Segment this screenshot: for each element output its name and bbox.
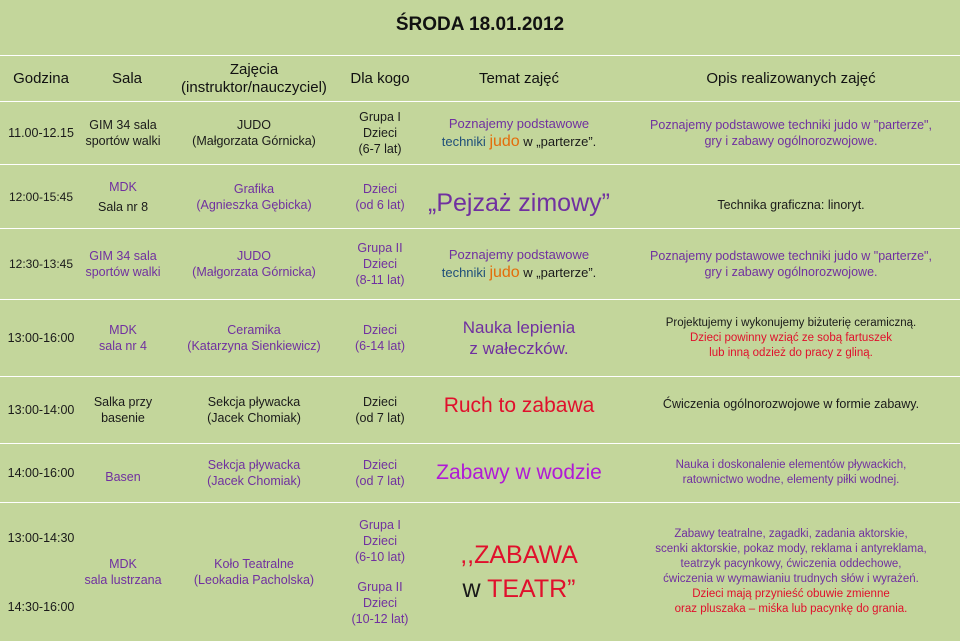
row-room	[82, 448, 164, 506]
description-note: lub inną odzież do pracy z gliną.	[709, 346, 873, 359]
row-audience	[344, 377, 416, 443]
topic-line	[442, 264, 597, 282]
topic-line: Nauka lepienia	[462, 318, 576, 337]
header-description: Opis realizowanych zajęć	[706, 69, 876, 87]
topic-text: techniki	[441, 265, 490, 280]
instructor-name: (Jacek Chomiak)	[207, 474, 301, 488]
row-room	[82, 377, 164, 443]
header-audience: Dla kogo	[350, 69, 410, 87]
description-line: ćwiczenia w wymawianiu trudnych słów i wyrażeń.	[663, 573, 919, 585]
row-topic	[416, 102, 622, 164]
topic-text: w „parterze”.	[519, 134, 597, 149]
page-title: ŚRODA 18.01.2012	[395, 14, 565, 35]
row-audience	[344, 165, 416, 228]
topic-line	[463, 572, 576, 606]
class-name: Ceramika	[227, 323, 281, 337]
topic-text: w „parterze”.	[519, 265, 597, 280]
room-line: MDK	[109, 323, 137, 337]
class-name: Sekcja pływacka	[207, 395, 301, 409]
topic-text: „Pejzaż zimowy”	[428, 188, 610, 217]
row-audience	[344, 503, 416, 641]
row-instructor	[164, 300, 344, 376]
audience-line: Grupa II	[357, 580, 403, 594]
audience-line: (6-14 lat)	[354, 339, 406, 353]
audience-line: Grupa I	[359, 518, 401, 532]
description-line: ratownictwo wodne, elementy piłki wodnej.	[682, 474, 900, 486]
row-description	[622, 444, 960, 502]
description-note: oraz pluszaka – miśka lub pacynkę do grania.	[674, 603, 908, 615]
row-time	[0, 102, 82, 164]
topic-text: techniki	[441, 134, 490, 149]
class-name: Grafika	[233, 181, 275, 196]
row-room	[82, 503, 164, 641]
row-room	[82, 165, 164, 228]
row-topic	[416, 229, 622, 299]
row-description	[622, 503, 960, 641]
audience-line: Dzieci	[362, 534, 398, 548]
room-line: MDK	[109, 557, 137, 571]
description-line: Nauka i doskonalenie elementów pływackich,	[675, 459, 907, 471]
topic-line: ,,ZABAWA	[460, 541, 578, 569]
row-instructor	[164, 165, 344, 228]
row-instructor	[164, 229, 344, 299]
audience-line: Dzieci	[362, 395, 398, 409]
instructor-name: (Jacek Chomiak)	[207, 411, 301, 425]
description-line: gry i zabawy ogólnorozwojowe.	[704, 134, 878, 148]
time-text: 13:00-14:30	[7, 530, 75, 545]
description-note: Dzieci powinny wziąć ze sobą fartuszek	[690, 331, 892, 344]
topic-text: ”	[567, 575, 576, 603]
header-class-line2: (instruktor/nauczyciel)	[181, 78, 327, 96]
description-note: Dzieci mają przynieść obuwie zmienne	[692, 588, 890, 600]
row-time	[0, 503, 82, 641]
topic-text: Ruch to zabawa	[443, 394, 595, 417]
audience-line: Dzieci	[362, 323, 398, 337]
time-text: 11.00-12.15	[8, 126, 74, 140]
instructor-name: (Katarzyna Sienkiewicz)	[187, 339, 321, 353]
audience-line: (od 7 lat)	[355, 411, 405, 425]
time-text: 14:00-16:00	[7, 466, 75, 480]
row-instructor	[164, 377, 344, 443]
row-description	[622, 173, 960, 236]
row-description	[622, 102, 960, 164]
room-line: Sala nr 8	[97, 199, 149, 214]
table-row	[0, 229, 960, 299]
room-line: GIM 34 sala	[89, 249, 157, 263]
class-name: Koło Teatralne	[214, 557, 294, 571]
room-line: Basen	[105, 470, 141, 484]
class-name: JUDO	[236, 249, 272, 263]
row-topic	[416, 171, 622, 234]
time-text: 13:00-16:00	[7, 331, 75, 345]
row-topic	[416, 373, 622, 439]
instructor-name: (Małgorzata Górnicka)	[192, 134, 316, 148]
header-class-line1: Zajęcia	[229, 60, 279, 78]
row-description	[622, 300, 960, 376]
row-audience	[344, 444, 416, 502]
time-text: 12:00-15:45	[8, 189, 74, 204]
row-instructor	[164, 444, 344, 502]
row-audience	[344, 102, 416, 164]
audience-line: Dzieci	[362, 458, 398, 472]
row-room	[82, 229, 164, 299]
row-topic	[416, 444, 622, 502]
table-row	[0, 102, 960, 164]
room-line: basenie	[101, 411, 145, 425]
audience-line: (od 6 lat)	[355, 197, 405, 212]
topic-highlight: TEATR	[487, 575, 568, 603]
row-description	[622, 229, 960, 299]
row-time	[0, 444, 82, 502]
topic-highlight: judo	[489, 264, 520, 281]
header-room: Sala	[111, 69, 143, 87]
row-time	[0, 229, 82, 299]
row-topic	[416, 300, 622, 376]
audience-line: Grupa I	[359, 110, 401, 124]
table-row	[0, 503, 960, 641]
time-text: 13:00-14:00	[7, 403, 75, 417]
description-line: Zabawy teatralne, zagadki, zadania aktorskie,	[674, 528, 908, 540]
topic-line: Poznajemy podstawowe	[448, 247, 590, 262]
table-row	[0, 377, 960, 443]
description-line: Technika graficzna: linoryt.	[717, 197, 865, 212]
class-name: JUDO	[236, 118, 272, 132]
audience-line: Grupa II	[357, 241, 403, 255]
topic-text: w	[462, 575, 488, 603]
instructor-name: (Małgorzata Górnicka)	[192, 265, 316, 279]
audience-line: (8-11 lat)	[355, 273, 405, 287]
audience-line: Dzieci	[362, 126, 398, 140]
class-name: Sekcja pływacka	[207, 458, 301, 472]
room-line: sportów walki	[85, 134, 161, 148]
audience-line: Dzieci	[362, 257, 398, 271]
row-time	[0, 300, 82, 376]
row-time	[0, 377, 82, 443]
audience-line: (10-12 lat)	[351, 612, 409, 626]
instructor-name: (Leokadia Pacholska)	[193, 573, 315, 587]
table-row	[0, 300, 960, 376]
room-line: MDK	[109, 179, 137, 194]
topic-line	[442, 133, 597, 151]
row-time	[0, 165, 82, 228]
header-time: Godzina	[13, 69, 69, 87]
topic-highlight: judo	[489, 133, 520, 150]
row-description	[622, 371, 960, 437]
row-audience	[344, 229, 416, 299]
room-line: sportów walki	[85, 265, 161, 279]
description-line: Projektujemy i wykonujemy biżuterię ceramiczną.	[665, 316, 917, 329]
description-line: gry i zabawy ogólnorozwojowe.	[704, 265, 878, 279]
header-topic: Temat zajęć	[478, 69, 560, 87]
description-line: Poznajemy podstawowe techniki judo w "parterze",	[650, 249, 932, 263]
topic-text: Zabawy w wodzie	[436, 461, 602, 484]
room-line: GIM 34 sala	[89, 118, 157, 132]
time-text: 14:30-16:00	[7, 599, 75, 614]
row-room	[82, 300, 164, 376]
row-instructor	[164, 503, 344, 641]
audience-line: Dzieci	[362, 596, 398, 610]
room-line: sala lustrzana	[84, 573, 162, 587]
description-line: teatrzyk pacynkowy, ćwiczenia oddechowe,	[680, 558, 902, 570]
audience-line: (6-7 lat)	[358, 142, 402, 156]
time-text: 12:30-13:45	[8, 257, 74, 271]
row-topic	[416, 503, 622, 641]
audience-line: (od 7 lat)	[355, 474, 405, 488]
audience-line: (6-10 lat)	[354, 550, 406, 564]
description-line: scenki aktorskie, pokaz mody, reklama i antyreklama,	[655, 543, 927, 555]
table-row	[0, 165, 960, 228]
description-line: Poznajemy podstawowe techniki judo w "parterze",	[650, 118, 932, 132]
row-audience	[344, 300, 416, 376]
room-line: sala nr 4	[99, 339, 147, 353]
room-line: Salka przy	[93, 395, 153, 409]
row-room	[82, 102, 164, 164]
topic-line: Poznajemy podstawowe	[448, 116, 590, 131]
row-instructor	[164, 102, 344, 164]
description-line: Ćwiczenia ogólnorozwojowe w formie zabawy.	[662, 397, 920, 411]
topic-line: z wałeczków.	[469, 339, 569, 358]
header-class	[164, 56, 344, 101]
table-row	[0, 444, 960, 502]
audience-line: Dzieci	[362, 181, 398, 196]
instructor-name: (Agnieszka Gębicka)	[196, 197, 312, 212]
